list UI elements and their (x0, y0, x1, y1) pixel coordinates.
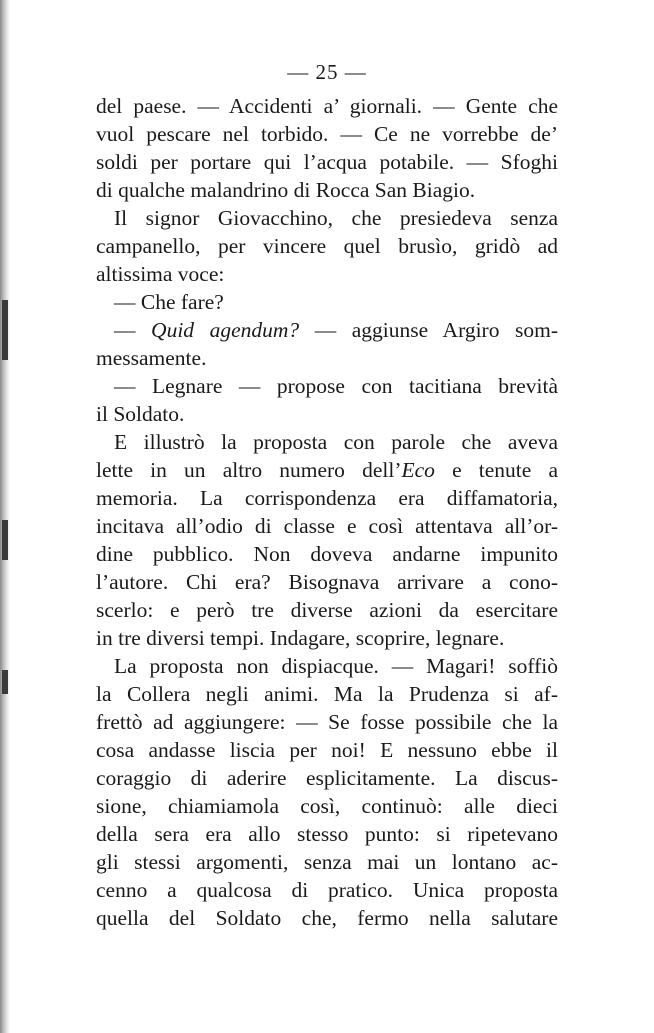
text-line: campanello, per vincere quel brusìo, gridò ad (96, 234, 558, 258)
text-line: vuol pescare nel torbido. — Ce ne vorrebbe de’ (96, 122, 558, 146)
text-line: la Collera negli animi. Ma la Prudenza si af- (96, 682, 558, 706)
binding-mark (2, 520, 8, 560)
binding-mark (2, 670, 8, 694)
text-line: altissima voce: (96, 262, 225, 286)
text-segment: lette in un altro numero dell’ (96, 458, 402, 482)
text-line (96, 456, 558, 484)
text-line: coraggio di aderire esplicitamente. La discus- (96, 766, 558, 790)
text-line: soldi per portare qui l’acqua potabile. — Sfoghi (96, 150, 558, 174)
text-line: sione, chiamiamola così, continuò: alle dieci (96, 794, 558, 818)
page-number: — 25 — (287, 60, 367, 84)
text-line: La proposta non dispiacque. — Magari! soffiò (114, 654, 558, 678)
text-line: cosa andasse liscia per noi! E nessuno ebbe il (96, 738, 558, 762)
text-line: il Soldato. (96, 402, 185, 426)
text-line: — Che fare? (114, 290, 224, 314)
text-line: di qualche malandrino di Rocca San Biagio. (96, 178, 476, 202)
text-line: E illustrò la proposta con parole che aveva (114, 430, 558, 454)
text-line: messamente. (96, 346, 207, 370)
text-line (96, 316, 558, 344)
italic-text: Quid agendum? (151, 318, 300, 342)
text-line: quella del Soldato che, fermo nella salutare (96, 906, 558, 930)
text-line: incitava all’odio di classe e così attentava all’or- (96, 514, 558, 538)
text-line: — Legnare — propose con tacitiana brevità (114, 374, 558, 398)
text-line: dine pubblico. Non doveva andarne impunito (96, 542, 558, 566)
text-line: in tre diversi tempi. Indagare, scoprire, legnare. (96, 626, 505, 650)
binding-edge (0, 0, 10, 1033)
text-segment: e tenute a (434, 458, 559, 482)
text-segment: — aggiunse Argiro som- (299, 318, 559, 342)
text-line: del paese. — Accidenti a’ giornali. — Gente che (96, 94, 558, 118)
italic-text: Eco (401, 458, 435, 482)
text-line: l’autore. Chi era? Bisognava arrivare a cono- (96, 570, 558, 594)
text-line: frettò ad aggiungere: — Se fosse possibile che la (96, 710, 558, 734)
text-segment: — (114, 318, 152, 342)
text-line: gli stessi argomenti, senza mai un lontano ac- (96, 850, 558, 874)
body-text (96, 92, 558, 932)
text-line: scerlo: e però tre diverse azioni da esercitare (96, 598, 558, 622)
text-line: della sera era allo stesso punto: si ripetevano (96, 822, 558, 846)
binding-mark (2, 300, 8, 360)
text-line: cenno a qualcosa di pratico. Unica proposta (96, 878, 558, 902)
text-line: Il signor Giovacchino, che presiedeva senza (114, 206, 558, 230)
text-line: memoria. La corrispondenza era diffamatoria, (96, 486, 558, 510)
